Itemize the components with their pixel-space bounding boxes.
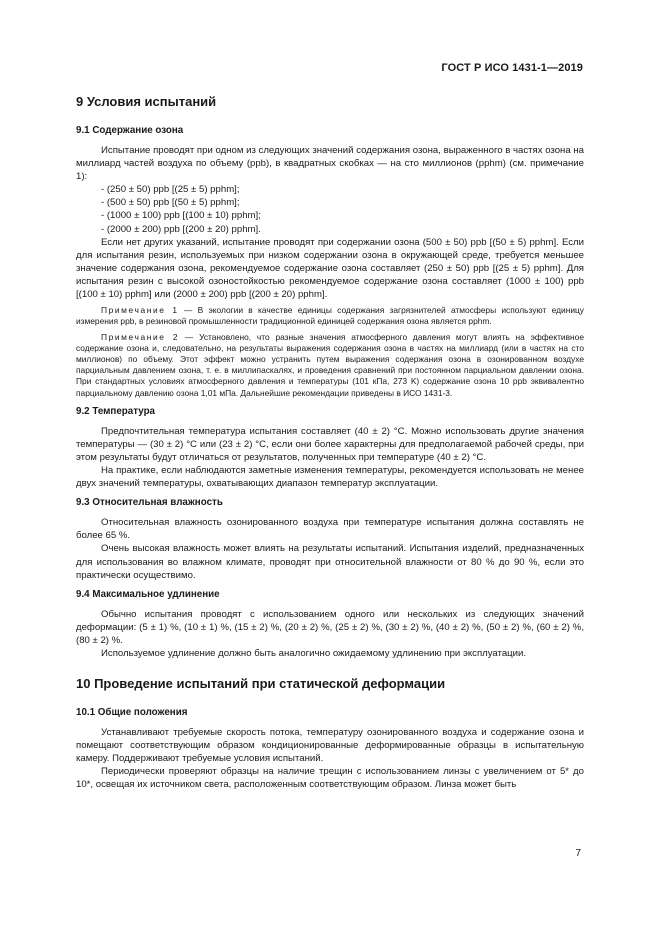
list-item: - (2000 ± 200) ppb [(200 ± 20) pphm]. xyxy=(101,223,261,235)
section-10-title: 10 Проведение испытаний при статической деформации xyxy=(76,676,446,692)
list-item: - (250 ± 50) ppb [(25 ± 5) pphm]; xyxy=(101,184,240,196)
paragraph: Используемое удлинение должно быть аналогично ожидаемому удлинению при эксплуатации. xyxy=(101,647,527,659)
subsection-9-3-title: 9.3 Относительная влажность xyxy=(76,497,223,509)
paragraph: Испытание проводят при одном из следующих значений содержания озона, выраженного в частях озона на миллиард частей воздуха по объему (ppb), в квадратных скобках — на сто миллионов (pphm) (см. примечание 1): xyxy=(76,145,584,183)
note-1 xyxy=(76,305,584,327)
paragraph: Относительная влажность озонированного воздуха при температуре испытания должна составлять не более 65 %. xyxy=(76,517,584,542)
note-label: Примечание 2 xyxy=(101,331,180,342)
note-text: — В экологии в качестве единицы содержания загрязнителей атмосферы используют единицу измерения ppb, в резиновой промышленности традиционной единицей содержания озона является pphm. xyxy=(76,305,584,327)
list-item: - (500 ± 50) ppb [(50 ± 5) pphm]; xyxy=(101,197,240,209)
subsection-9-4-title: 9.4 Максимальное удлинение xyxy=(76,588,220,600)
document-id: ГОСТ Р ИСО 1431-1—2019 xyxy=(441,62,583,74)
page-content xyxy=(76,90,584,792)
paragraph: Периодически проверяют образцы на наличие трещин с использованием линзы с увеличением от 5* до 10*, освещая их источником света, расположенным соответствующим образом. Линза может быть xyxy=(76,766,584,791)
paragraph: Предпочтительная температура испытания составляет (40 ± 2) °С. Можно использовать другие значения температуры — (30 ± 2) °С или (23 ± 2) °С, если они более характерны для предполагаемой рабочей среды, при этом результаты будут отличаться от результатов, полученных при температуре (40 ± 2) °С. xyxy=(76,425,584,463)
list-item: - (1000 ± 100) ppb [(100 ± 10) pphm]; xyxy=(101,210,261,222)
paragraph: Обычно испытания проводят с использованием одного или нескольких из следующих значений деформации: (5 ± 1) %, (10 ± 1) %, (15 ± 2) %, (20 ± 2) %, (25 ± 2) %, (30 ± 2) %, (40 ± 2) %, (50 ± 2) %, (60 ± 2) %, (80 ± 2) %. xyxy=(76,608,584,646)
subsection-9-2-title: 9.2 Температура xyxy=(76,405,155,417)
section-9-title: 9 Условия испытаний xyxy=(76,94,217,109)
paragraph: Очень высокая влажность может влиять на результаты испытаний. Испытания изделий, предназначенных для использования во влажном климате, проводят при относительной влажности от 80 % до 90 %, если это практически осуществимо. xyxy=(76,543,584,581)
subsection-10-1-title: 10.1 Общие положения xyxy=(76,707,188,719)
subsection-9-1-title: 9.1 Содержание озона xyxy=(76,125,184,136)
note-text: — Установлено, что разные значения атмосферного давления могут влиять на эффективное содержание озона и, следовательно, на результаты выражения содержания озона в частях на миллиард (или в частях на сто миллионов) по объему. Этот эффект можно устранить путем выражения содержания озона в озонированном воздухе парциальным давлением озона, т. е. в миллипаскалях, и проведения сравнений при постоянном парциальном давлении озона. При стандартных условиях атмосферного давления и температуры (101 кПа, 273 K) содержание озона 10 ppb эквивалентно парциальному давлению озона 1,01 мПа. Дальнейшие рекомендации приведены в ИСО 1431-3. xyxy=(76,331,584,398)
page-number: 7 xyxy=(575,848,581,859)
paragraph: На практике, если наблюдаются заметные изменения температуры, рекомендуется использовать не менее двух значений температуры, охватывающих диапазон температур эксплуатации. xyxy=(76,465,584,490)
paragraph: Устанавливают требуемые скорость потока, температуру озонированного воздуха и содержание озона и помещают соответствующим образом кондиционированные деформированные образцы в испытательную камеру. Поддерживают требуемые условия испытаний. xyxy=(76,727,584,765)
paragraph: Если нет других указаний, испытание проводят при содержании озона (500 ± 50) ppb [(50 ± 5) pphm]. Если для испытания резин, используемых при низком содержании озона в окружающей среде, требуется меньшее значение содержания озона, рекомендуемое содержание озона составляет (250 ± 50) ppb [(25 ± 5) pphm]. Для испытания резин с высокой озоностойкостью рекомендуемое содержание озона составляет (1000 ± 100) ppb [(100 ± 10) pphm] или (2000 ± 200) ppb [(200 ± 20) pphm]. xyxy=(76,236,584,301)
note-2 xyxy=(76,332,584,399)
note-label: Примечание 1 xyxy=(101,305,179,316)
